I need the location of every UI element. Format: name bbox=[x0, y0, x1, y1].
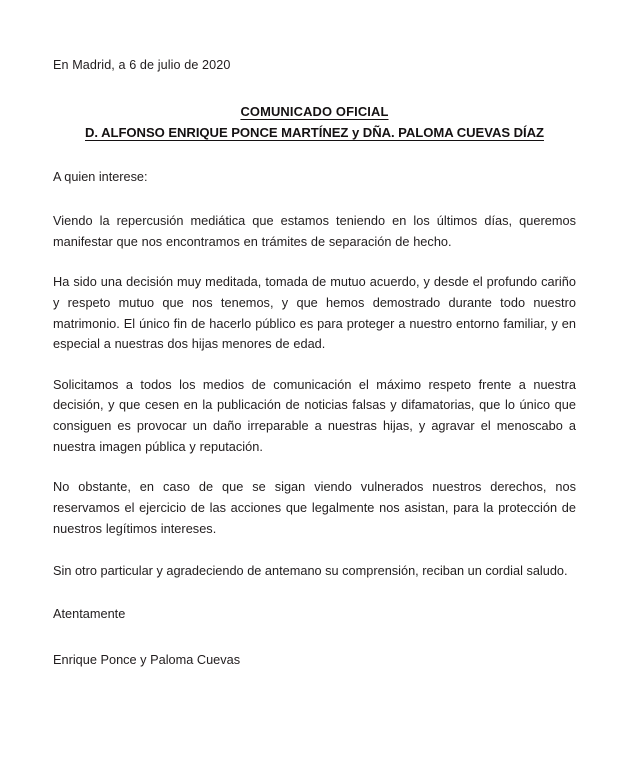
document-subject-title: D. ALFONSO ENRIQUE PONCE MARTÍNEZ y DÑA. PALOMA CUEVAS DÍAZ bbox=[85, 124, 544, 140]
document-body bbox=[53, 56, 576, 670]
sign-off: Atentamente bbox=[53, 605, 126, 621]
date-line: En Madrid, a 6 de julio de 2020 bbox=[53, 58, 231, 72]
closing-sentence: Sin otro particular y agradeciendo de antemano su comprensión, reciban un cordial saludo. bbox=[53, 563, 568, 579]
paragraph: No obstante, en caso de que se sigan viendo vulnerados nuestros derechos, nos reservamos el ejercicio de las acciones que legalmente nos asistan, para la protección de nuestros legítimos intereses. bbox=[53, 479, 576, 536]
paragraph: Solicitamos a todos los medios de comunicación el máximo respeto frente a nuestra decisión, y que cesen en la publicación de noticias falsas y difamatorias, que lo único que consiguen es provocar un daño irreparable a nuestras hijas, y agravar el menoscabo a nuestra imagen pública y reputación. bbox=[53, 376, 576, 454]
title-block bbox=[53, 103, 576, 142]
paragraph: Ha sido una decisión muy meditada, tomada de mutuo acuerdo, y desde el profundo cariño y respeto mutuo que nos tenemos, y que hemos demostrado durante todo nuestro matrimonio. El único fin de hacerlo público es para proteger a nuestro entorno familiar, y en especial a nuestras dos hijas menores de edad. bbox=[53, 274, 576, 352]
document-title: COMUNICADO OFICIAL bbox=[240, 103, 389, 119]
salutation: A quien interese: bbox=[53, 169, 148, 184]
paragraph: Viendo la repercusión mediática que estamos teniendo en los últimos días, queremos manifestar que nos encontramos en trámites de separación de hecho. bbox=[53, 212, 576, 249]
signature-names: Enrique Ponce y Paloma Cuevas bbox=[53, 652, 241, 668]
